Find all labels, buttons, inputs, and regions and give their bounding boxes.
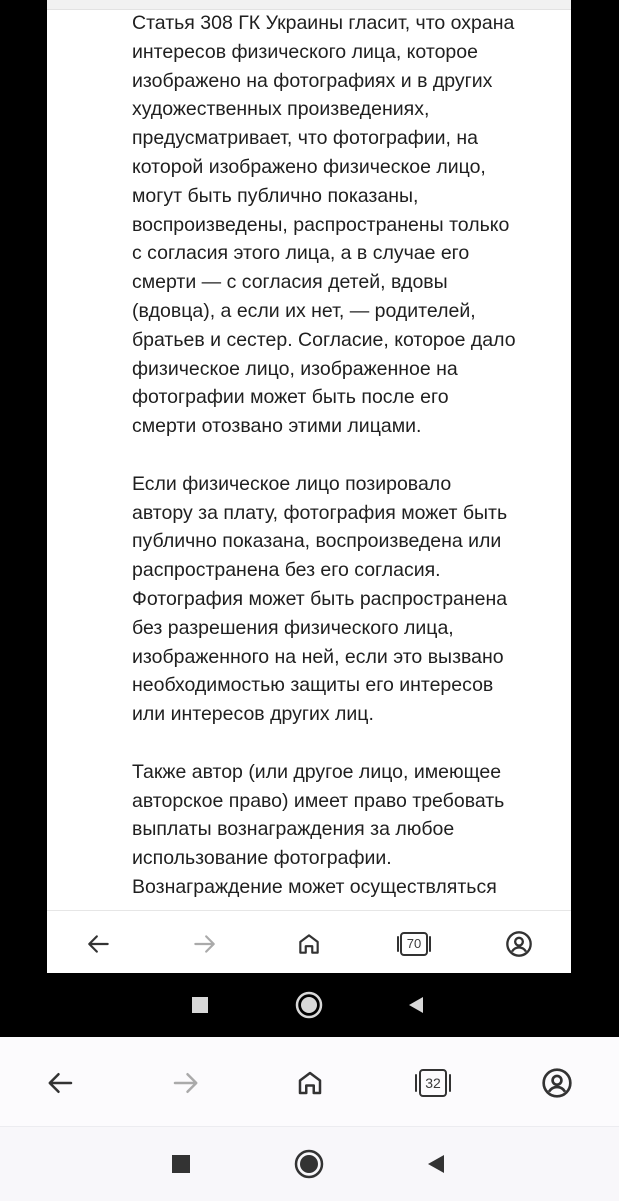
inner-screenshot — [47, 0, 571, 973]
article-content — [132, 9, 566, 909]
inner-browser-toolbar — [47, 910, 571, 973]
inner-tab-switcher-button[interactable] — [392, 922, 436, 966]
inner-tab-count: 70 — [406, 936, 422, 951]
circle-icon — [294, 1149, 324, 1179]
inner-system-back-button[interactable] — [396, 985, 436, 1025]
inner-recents-button[interactable] — [180, 985, 220, 1025]
arrow-right-icon — [191, 931, 217, 957]
triangle-back-icon — [426, 1154, 446, 1174]
arrow-left-icon — [46, 1068, 76, 1098]
home-button[interactable] — [286, 1059, 334, 1107]
account-icon — [505, 930, 533, 958]
tab-count: 32 — [425, 1075, 441, 1091]
arrow-right-icon — [170, 1068, 200, 1098]
account-icon — [541, 1067, 573, 1099]
inner-back-button[interactable] — [77, 922, 121, 966]
inner-account-button[interactable] — [497, 922, 541, 966]
account-button[interactable] — [533, 1059, 581, 1107]
home-icon — [295, 1068, 325, 1098]
arrow-left-icon — [86, 931, 112, 957]
square-icon — [171, 1154, 191, 1174]
inner-system-home-button[interactable] — [289, 985, 329, 1025]
triangle-back-icon — [407, 996, 425, 1014]
back-button[interactable] — [37, 1059, 85, 1107]
forward-button[interactable] — [161, 1059, 209, 1107]
article-paragraph-2: Если физическое лицо позировало автору за плату, фотография может быть публично показана, воспроизведена или распространена без его согласия. Фотография может быть распространена без разрешения физического лица, изображенного на ней, если это вызвано необходимостью защиты его интересов или интересов других лиц. — [132, 472, 508, 726]
article-paragraph-1: Статья 308 ГК Украины гласит, что охрана интересов физического лица, которое изображено на фотографиях и в других художественных произведениях, предусматривает, что фотографии, на которой изображено физическое лицо, могут быть публично показаны, воспроизведены, распространены только с согласия этого лица, а в случае его смерти — с согласия детей, вдовы (вдовца), а если их нет, — родителей, братьев и сестер. Согласие, которое дало физическое лицо, изображенное на фотографии может быть после его смерти отозвано этими лицами. — [132, 12, 516, 438]
inner-home-button[interactable] — [287, 922, 331, 966]
home-icon — [296, 931, 322, 957]
tab-switcher-button[interactable] — [409, 1059, 457, 1107]
browser-toolbar — [0, 1037, 619, 1126]
system-home-button[interactable] — [289, 1144, 329, 1184]
circle-icon — [295, 991, 323, 1019]
system-back-button[interactable] — [416, 1144, 456, 1184]
system-navigation-bar — [0, 1126, 619, 1201]
square-icon — [191, 996, 209, 1014]
recents-button[interactable] — [161, 1144, 201, 1184]
article-paragraph-3: Также автор (или другое лицо, имеющее авторское право) имеет право требовать выплаты вознаграждения за любое использование фотографии. Вознаграждение может осуществляться — [132, 760, 505, 898]
inner-system-navigation-bar — [0, 973, 619, 1037]
inner-forward-button[interactable] — [182, 922, 226, 966]
